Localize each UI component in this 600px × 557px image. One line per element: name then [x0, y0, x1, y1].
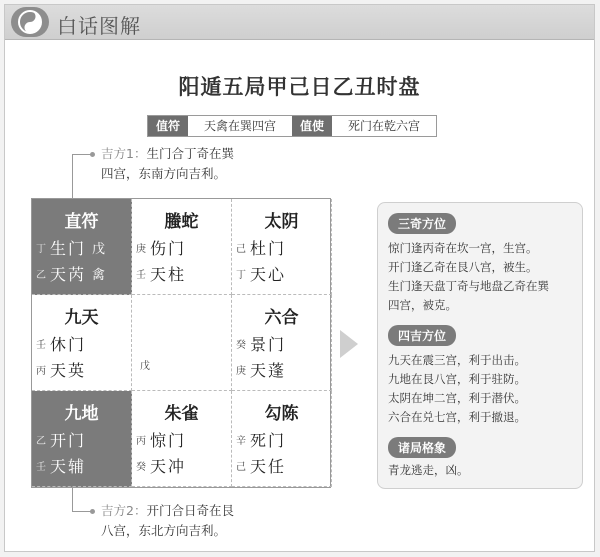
- stem: 癸: [236, 339, 246, 351]
- palace-zhen: [32, 295, 132, 391]
- sanqi-line: 惊门逢丙奇在坎一宫，生宫。: [388, 241, 538, 255]
- sanqi-title: 三奇方位: [388, 213, 456, 234]
- sanqi-line: 生门逢天盘丁奇与地盘乙奇在巽: [388, 279, 549, 293]
- palace-god: 六合: [264, 308, 299, 328]
- arrow-right-icon: [340, 330, 358, 358]
- page-title: 阳遁五局甲己日乙丑时盘: [178, 75, 421, 99]
- door: 惊门: [150, 430, 187, 450]
- stem-extra: 戊: [92, 241, 106, 257]
- note-bottom-lead: 吉方2：: [101, 503, 147, 518]
- note-top-line1: 生门合丁奇在巽: [146, 146, 234, 161]
- palace-row-door: [36, 331, 86, 355]
- palace-kun: [232, 199, 332, 295]
- stem: 壬: [136, 269, 146, 281]
- door: 景门: [250, 334, 287, 354]
- stem: 丁: [36, 243, 46, 255]
- geju-line: 青龙逃走，凶。: [388, 463, 469, 477]
- note-bottom-line2: 八宫，东北方向吉利。: [101, 523, 227, 538]
- palace-row-door: [136, 427, 186, 451]
- palace-row-door: [36, 427, 86, 451]
- siji-list: [388, 351, 526, 427]
- door: 伤门: [150, 238, 187, 258]
- palace-god: 九地: [64, 404, 99, 424]
- header-title: 白话图解: [57, 14, 141, 38]
- stem: 丙: [136, 435, 146, 447]
- zhishi-label: 值使: [292, 116, 332, 136]
- palace-row-star: [36, 261, 105, 285]
- center-stem: 戊: [140, 361, 150, 372]
- siji-title: 四吉方位: [388, 325, 456, 346]
- door: 生门: [50, 238, 87, 258]
- stem: 乙: [36, 269, 46, 281]
- connector-line: [72, 154, 73, 198]
- sanqi-line: 开门逢乙奇在艮八宫，被生。: [388, 260, 538, 274]
- connector-dot: [90, 509, 95, 514]
- door: 开门: [50, 430, 87, 450]
- note-top: [101, 144, 234, 184]
- stem: 壬: [36, 339, 46, 351]
- palace-gen: [32, 391, 132, 487]
- door: 杜门: [250, 238, 287, 258]
- palace-god: 太阴: [264, 212, 299, 232]
- stem: 丁: [236, 269, 246, 281]
- palace-xun: [32, 199, 132, 295]
- stem: 乙: [36, 435, 46, 447]
- note-bottom-line1: 开门合日奇在艮: [146, 503, 234, 518]
- zhishi-value: 死门在乾六宫: [332, 116, 436, 136]
- header-bar: [5, 5, 594, 40]
- siji-line: 六合在兑七宫，利于撤退。: [388, 410, 526, 424]
- palace-row-door: [236, 427, 286, 451]
- palace-li: [132, 199, 232, 295]
- palace-qian: [232, 391, 332, 487]
- stem: 己: [236, 243, 246, 255]
- stem: 壬: [36, 461, 46, 473]
- palace-god: 螣蛇: [164, 212, 199, 232]
- stem: 辛: [236, 435, 246, 447]
- palace-row-star: [236, 453, 286, 477]
- connector-line: [72, 154, 92, 155]
- stem: 己: [236, 461, 246, 473]
- star: 天任: [250, 456, 287, 476]
- palace-row-star: [36, 357, 86, 381]
- palace-god: 勾陈: [264, 404, 299, 424]
- palace-row-door: [136, 235, 186, 259]
- stem: 癸: [136, 461, 146, 473]
- connector-line: [72, 486, 73, 511]
- geju-list: [388, 461, 469, 480]
- palace-row-star: [136, 261, 186, 285]
- stem: 庚: [136, 243, 146, 255]
- note-bottom: [101, 501, 234, 541]
- palace-dui: [232, 295, 332, 391]
- bagua-logo-icon: [11, 7, 49, 37]
- zhifu-value: 天禽在巽四宫: [188, 116, 292, 136]
- sanqi-line: 四宫，被克。: [388, 298, 457, 312]
- star: 天柱: [150, 264, 187, 284]
- palace-god: 直符: [64, 212, 99, 232]
- zhifu-label: 值符: [148, 116, 188, 136]
- star: 天英: [50, 360, 87, 380]
- siji-line: 九天在震三宫，利于出击。: [388, 353, 526, 367]
- star: 天心: [250, 264, 287, 284]
- star: 天冲: [150, 456, 187, 476]
- siji-line: 太阴在坤二宫，利于潜伏。: [388, 391, 526, 405]
- star-extra: 禽: [92, 267, 106, 283]
- info-row: [147, 115, 437, 137]
- palace-row-star: [236, 261, 286, 285]
- sanqi-list: [388, 239, 549, 315]
- door: 休门: [50, 334, 87, 354]
- star: 天蓬: [250, 360, 287, 380]
- palace-row-door: [236, 331, 286, 355]
- palace-god: 九天: [64, 308, 99, 328]
- siji-line: 九地在艮八宫，利于驻防。: [388, 372, 526, 386]
- palace-row-star: [36, 453, 86, 477]
- palace-row-door: [236, 235, 286, 259]
- note-top-line2: 四宫，东南方向吉利。: [101, 166, 227, 181]
- stem: 丙: [36, 365, 46, 377]
- star: 天芮: [50, 264, 87, 284]
- palace-row-star: [236, 357, 286, 381]
- side-panel: [377, 202, 583, 489]
- palace-row-door: [36, 235, 105, 259]
- page: [4, 4, 595, 552]
- palace-center: [132, 295, 232, 391]
- star: 天辅: [50, 456, 87, 476]
- note-top-lead: 吉方1：: [101, 146, 147, 161]
- connector-line: [72, 511, 92, 512]
- palace-row-star: [136, 453, 186, 477]
- geju-title: 诸局格象: [388, 437, 456, 458]
- nine-palace-grid: [31, 198, 331, 488]
- stem: 庚: [236, 365, 246, 377]
- palace-god: 朱雀: [164, 404, 199, 424]
- palace-kan: [132, 391, 232, 487]
- door: 死门: [250, 430, 287, 450]
